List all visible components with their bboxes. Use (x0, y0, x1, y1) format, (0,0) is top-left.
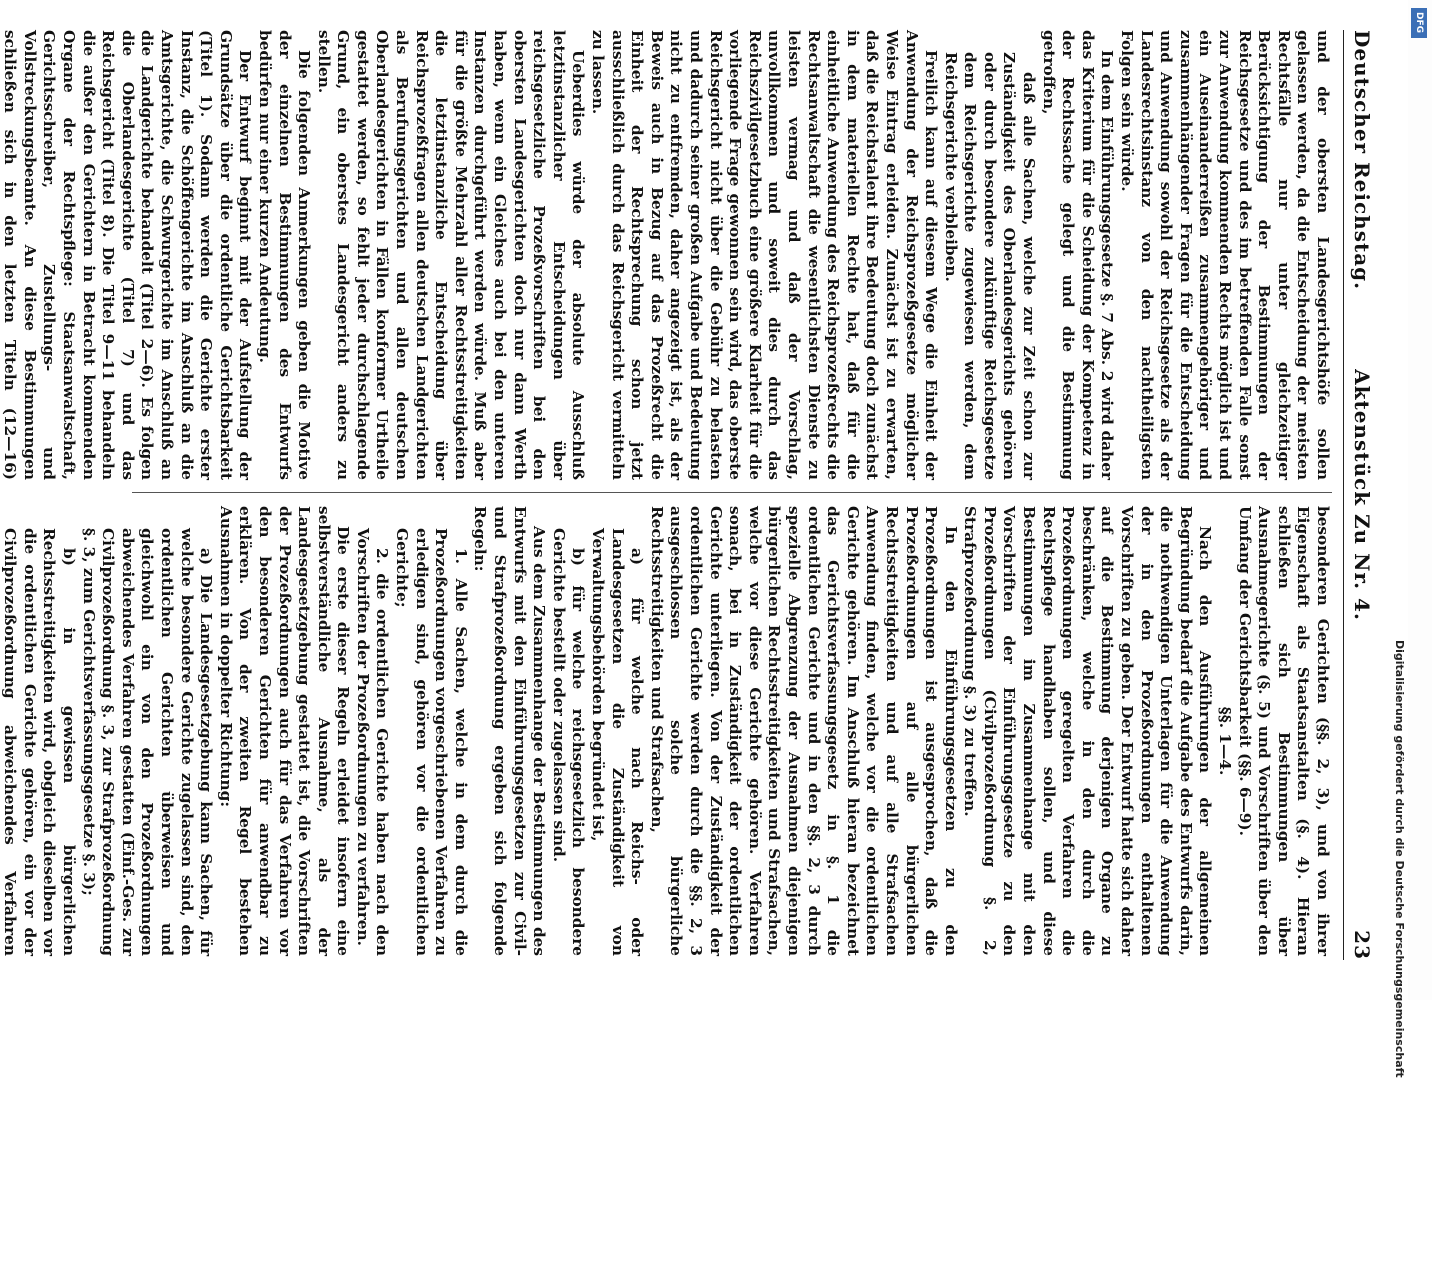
right-column (1, 506, 1332, 956)
funding-notice: Digitalisierung gefördert durch die Deutsche Forschungsgemeinschaft (1393, 640, 1406, 1078)
right-paragraph: In den Einführungsgesetzen zu den Prozeßordnungen ist ausgesprochen, daß die Prozeßordnungen auf alle bürgerlichen Rechtsstreitigkeiten und auf alle Strafsachen Anwendung finden, welche vor die ordentlichen Gerichte gehören. Im Anschluß hieran bezeichnet das Gerichtsverfassungsgesetz in §. 1 die ordentlichen Gerichte und in den §§. 2, 3 durch spezielle Abgrenzung der Ausnahmen diejenigen bürgerlichen Rechtsstreitigkeiten und Strafsachen, welche vor diese Gerichte gehören. Verfahren sonach, bei in Zuständigkeit der ordentlichen Gerichte unterliegen. Von der Zuständigkeit der ordentlichen Gerichte werden durch die §§. 2, 3 ausgeschlossen solche bürgerliche Rechtsstreitigkeiten und Strafsachen, (647, 506, 960, 956)
funding-strip (1408, 0, 1432, 1000)
left-paragraph: In dem Einführungsgesetze §. 7 Abs. 2 wird daher das Kriterium für die Scheidung der Kompetenz in der Rechtssache gelegt und die Bestimmung getroffen, (1039, 30, 1117, 480)
left-paragraph: Die folgenden Anmerkungen geben die Motive der einzelnen Bestimmungen des Entwurfs bedürfen nur einer kurzen Andeutung. (255, 30, 314, 480)
right-paragraph: Die erste dieser Regeln erleidet insofern eine selbstverständliche Ausnahme, als der Landesgesetzgebung gestattet ist, die Vorschriften der Prozeßordnungen auch für das Verfahren vor den besonderen Gerichten für anwendbar zu erklären. Von der zweiten Regel bestehen Ausnahmen in doppelter Richtung: (216, 506, 353, 956)
header-page-number: 23 (1350, 930, 1374, 960)
right-list-item: b) in gewissen bürgerlichen Rechtsstreitigkeiten wird, obgleich dieselben vor die ordentlichen Gerichte gehören, ein vor der Civilprozeßordnung abweichendes Verfahren (1, 528, 78, 956)
right-list-item: 2. die ordentlichen Gerichte haben nach den Vorschriften der Prozeßordnungen zu verfahren. (353, 528, 392, 956)
left-paragraph: und der obersten Landesgerichtshöfe sollen gelassen werden, da die Entscheidung der meisten Rechtsfälle nur unter gleichzeitiger Berücksichtigung der Bestimmungen der Reichsgesetze und des im betreffenden Falle sonst zur Anwendung kommenden Rechts möglich ist und ein Auseinanderreißen zusammengehöriger und zusammenhängender Fragen für die Entscheidung und Anwendung sowohl der Reichsgesetze als der Landesrechtsinstanz von den nachtheiligsten Folgen sein würde. (1118, 30, 1332, 480)
header-document: Aktenstück Zu Nr. 4. (1350, 369, 1374, 621)
header-publication: Deutscher Reichstag. (1350, 30, 1374, 291)
right-paragraph: besonderen Gerichten (§§. 2, 3), und von ihrer Eigenschaft als Staatsanstalten (§. 4). Hieran schließen sich Bestimmungen über Ausnahmegerichte (§. 5) und Vorschriften über den Umfang der Gerichtsbarkeit (§§. 6—9). (1235, 506, 1332, 956)
document-page (1, 30, 1380, 960)
left-paragraph: Der Entwurf beginnt mit der Aufstellung der Grundsätze über die ordentliche Gerichtsbarkeit (Titel 1). Sodann werden die Gerichte erster Instanz, die Schöffengerichte im Anschluß an die Amtsgerichte, die Schwurgerichte im Anschluß an die Landgerichte behandelt (Titel 2—6). Es folgen die Oberlandesgerichte (Titel 7) und das Reichsgericht (Titel 8). Die Titel 9—11 behandeln die außer den Gerichtern in Betracht kommenden Organe der Rechtspflege: Staatsanwaltschaft, Gerichtsschreiber, Zustellungs- und Vollstreckungsbeamte. An diese Bestimmungen schließen sich in den letzten Titeln (12—16) (1, 30, 255, 480)
running-header (1343, 30, 1380, 960)
right-paragraph: Aus dem Zusammenhange der Bestimmungen des Entwurfs mit den Einführungsgesetzen zur Civil- und Strafprozeßordnung ergeben sich folgende Regeln: (471, 506, 549, 956)
paragraph-label: §§. 1—4. (1216, 706, 1235, 776)
right-list-item: 1. Alle Sachen, welche in dem durch die Prozeßordnungen vorgeschriebenen Verfahren zu erledigen sind, gehören vor die ordentlichen Gerichte; (393, 528, 470, 956)
right-list-item: b) für welche reichsgesetzlich besondere Gerichte bestellt oder zugelassen sind. (549, 528, 588, 956)
left-paragraph: daß alle Sachen, welche zur Zeit schon zur Zuständigkeit des Oberlandesgerichts gehören oder durch besondere zukünftige Reichsgesetze dem Reichsgerichte zugewiesen werden, dem Reichsgerichte verbleiben. (941, 52, 1039, 480)
left-paragraph: Freilich kann auf diesem Wege die Einheit der Anwendung der Reichsprozeßgesetze möglicher Weise Eintrag erleiden. Zunächst ist zu erwarten, daß die Reichstalent ihre Bedeutung doch zunächst in dem materiellen Rechte hat, daß für die einheitliche Anwendung des Reichsprozeßrechts die Rechtsanwaltschaft die wesentlichsten Dienste zu leisten vermag und daß der Vorschlag, unvollkommen und soweit dies durch das Reichszivilgesetzbuch eine größere Klarheit für die vorliegende Frage gewonnen sein wird, das oberste Reichsgericht nicht über die Gebühr zu belasten und dadurch seiner großen Aufgabe und Bedeutung nicht zu entfremden, daher angezeigt ist, als der Beweis auch in Bezug auf das Prozeßrecht die Einheit der Rechtsprechung schon jetzt ausschließlich durch das Reichsgericht vermitteln zu lassen. (589, 30, 941, 480)
right-list-item: a) Die Landesgesetzgebung kann Sachen, für welche besondere Gerichte zugelassen sind, den ordentlichen Gerichten überweisen und gleichwohl ein von den Prozeßordnungen abweichendes Verfahren gestatten (Einf.-Ges. zur Civilprozeßordnung §. 3, zur Strafprozeßordnung §. 3, zum Gerichtsverfassungsgesetze §. 3); (79, 528, 216, 956)
left-column (1, 30, 1332, 480)
right-paragraph: Nach den Ausführungen der allgemeinen Begründung bedarf die Aufgabe des Entwurfs darin, die nothwendigen Unterlagen für die Anwendung der in den Prozeßordnungen enthaltenen Vorschriften zu geben. Der Entwurf hatte sich daher auf die Bestimmung derjenigen Organe zu beschränken, welche in den durch die Prozeßordnungen geregelten Verfahren die Rechtspflege handhaben sollen, und diese Bestimmungen im Zusammenhange mit den Vorschriften der Einführungsgesetze zu den Prozeßordnungen (Civilprozeßordnung §. 2, Strafprozeßordnung §. 3) zu treffen. (961, 506, 1215, 956)
left-paragraph: Ueberdies würde der absolute Ausschluß letztinstanzlicher Entscheidungen über reichsgesetzliche Prozeßvorschriften bei den obersten Landesgerichten doch nur dann Werth haben, wenn ein Gleiches auch bei den unteren Instanzen durchgeführt werden würde. Muß aber für die größte Mehrzahl aller Rechtsstreitigkeiten die letztinstanzliche Entscheidung über Reichsprozeßfragen allen deutschen Landgerichten als Berufungsgerichten und allen deutschen Oberlandesgerichten in Fällen konformer Urtheile gestattet werden, so fehlt jeder durchschlagende Grund, ein oberstes Landesgericht anders zu stellen. (314, 30, 588, 480)
right-list-item: a) für welche nach Reichs- oder Landesgesetzen die Zuständigkeit von Verwaltungsbehörden begründet ist, (589, 528, 647, 956)
column-divider (132, 492, 1332, 493)
dfg-logo: DFG (1411, 8, 1427, 38)
